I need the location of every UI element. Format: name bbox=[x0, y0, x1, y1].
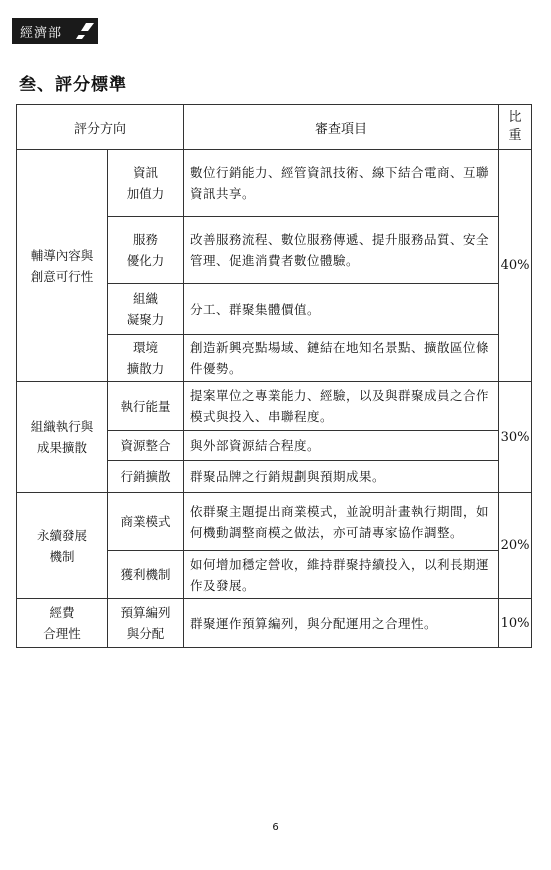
sub-criterion-cell: 行銷擴散 bbox=[108, 461, 184, 493]
sub-criterion-cell: 組織 凝聚力 bbox=[108, 284, 184, 335]
org-label: 經濟部 bbox=[12, 18, 68, 44]
sub-criterion-cell: 服務 優化力 bbox=[108, 217, 184, 284]
review-item-cell: 數位行銷能力、經管資訊技術、線下結合電商、互聯資訊共享。 bbox=[184, 150, 499, 217]
sub-criterion-cell: 環境 擴散力 bbox=[108, 335, 184, 382]
weight-cell: 10% bbox=[499, 599, 532, 648]
moea-logo-icon bbox=[68, 18, 98, 44]
sub-criterion-cell: 資源整合 bbox=[108, 431, 184, 461]
review-item-cell: 改善服務流程、數位服務傳遞、提升服務品質、安全管理、促進消費者數位體驗。 bbox=[184, 217, 499, 284]
table-row bbox=[17, 382, 532, 431]
header-brand bbox=[12, 18, 98, 44]
sub-criterion-cell: 預算編列 與分配 bbox=[108, 599, 184, 648]
header-direction: 評分方向 bbox=[17, 105, 184, 150]
review-item-cell: 分工、群聚集體價值。 bbox=[184, 284, 499, 335]
direction-cell: 輔導內容與 創意可行性 bbox=[17, 150, 108, 382]
table-row bbox=[17, 150, 532, 217]
review-item-cell: 群聚品牌之行銷規劃與預期成果。 bbox=[184, 461, 499, 493]
header-weight: 比 重 bbox=[499, 105, 532, 150]
weight-cell: 40% bbox=[499, 150, 532, 382]
header-items: 審查項目 bbox=[184, 105, 499, 150]
weight-cell: 20% bbox=[499, 493, 532, 599]
weight-cell: 30% bbox=[499, 382, 532, 493]
review-item-cell: 與外部資源結合程度。 bbox=[184, 431, 499, 461]
sub-criterion-cell: 獲利機制 bbox=[108, 551, 184, 599]
page-number: 6 bbox=[272, 822, 279, 833]
table-row bbox=[17, 493, 532, 551]
direction-cell: 經費 合理性 bbox=[17, 599, 108, 648]
review-item-cell: 創造新興亮點場域、鏈結在地知名景點、擴散區位條件優勢。 bbox=[184, 335, 499, 382]
table-row bbox=[17, 599, 532, 648]
scoring-criteria-table bbox=[16, 104, 532, 648]
direction-cell: 永續發展 機制 bbox=[17, 493, 108, 599]
review-item-cell: 如何增加穩定營收，維持群聚持續投入，以利長期運作及發展。 bbox=[184, 551, 499, 599]
review-item-cell: 群聚運作預算編列，與分配運用之合理性。 bbox=[184, 599, 499, 648]
review-item-cell: 依群聚主題提出商業模式，並說明計畫執行期間，如何機動調整商模之做法，亦可請專家協作調整。 bbox=[184, 493, 499, 551]
sub-criterion-cell: 執行能量 bbox=[108, 382, 184, 431]
section-title: 叁、評分標準 bbox=[19, 75, 127, 95]
table-header-row bbox=[17, 105, 532, 150]
sub-criterion-cell: 商業模式 bbox=[108, 493, 184, 551]
review-item-cell: 提案單位之專業能力、經驗，以及與群聚成員之合作模式與投入、串聯程度。 bbox=[184, 382, 499, 431]
sub-criterion-cell: 資訊 加值力 bbox=[108, 150, 184, 217]
direction-cell: 組織執行與 成果擴散 bbox=[17, 382, 108, 493]
